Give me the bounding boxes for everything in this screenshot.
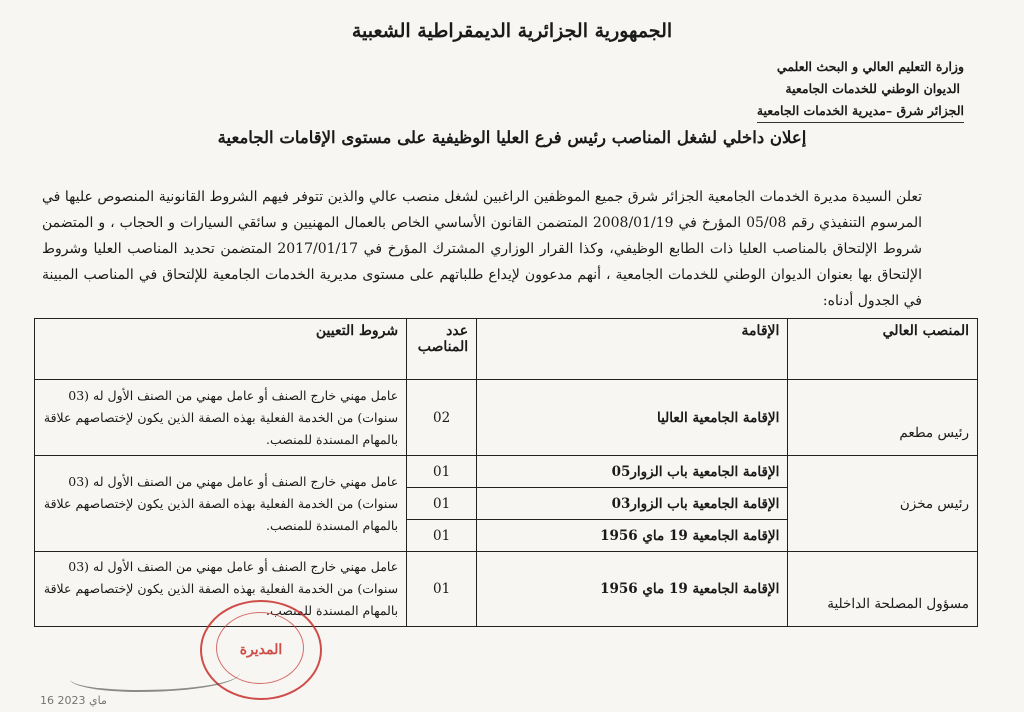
- residence-cell: الإقامة الجامعية العاليا: [477, 380, 788, 456]
- announcement-title: إعلان داخلي لشغل المناصب رئيس فرع العليا الوظيفية على مستوى الإقامات الجامعية: [217, 128, 807, 147]
- stamp-label: المديرة: [239, 642, 283, 658]
- table-header-row: [35, 319, 978, 380]
- header-count: عدد المناصب: [407, 319, 477, 380]
- conditions-cell: عامل مهني خارج الصنف أو عامل مهني من الصنف الأول له (03 سنوات) من الخدمة الفعلية بهذه الصفة الذين يكون لإختصاصهم علاقة بالمهام المسندة للمنصب.: [35, 380, 407, 456]
- count-cell: 01: [407, 520, 477, 552]
- institution-header: [757, 56, 964, 123]
- header-conditions: شروط التعيين: [35, 319, 407, 380]
- table-row: [35, 456, 978, 488]
- residence-cell: الإقامة الجامعية باب الزوار05: [477, 456, 788, 488]
- ministry-line: وزارة التعليم العالي و البحث العلمي: [776, 59, 964, 74]
- header-residence: الإقامة: [477, 319, 788, 380]
- office-line: الديوان الوطني للخدمات الجامعية: [785, 81, 960, 96]
- directorate-line: الجزائر شرق –مديرية الخدمات الجامعية: [757, 100, 964, 123]
- header-post: المنصب العالي: [788, 319, 978, 380]
- post-cell: مسؤول المصلحة الداخلية: [788, 552, 978, 627]
- post-cell: رئيس مخزن: [788, 456, 978, 552]
- residence-cell: الإقامة الجامعية 19 ماي 1956: [477, 552, 788, 627]
- announcement-body: [42, 184, 982, 314]
- date-stamp: 16 ماي 2023: [40, 694, 107, 707]
- table-row: [35, 552, 978, 627]
- count-cell: 02: [407, 380, 477, 456]
- conditions-cell: عامل مهني خارج الصنف أو عامل مهني من الصنف الأول له (03 سنوات) من الخدمة الفعلية بهذه الصفة الذين يكون لإختصاصهم علاقة بالمهام المسندة للمنصب.: [35, 456, 407, 552]
- handwritten-signature: [70, 660, 240, 692]
- residence-cell: الإقامة الجامعية 19 ماي 1956: [477, 520, 788, 552]
- republic-heading: الجمهورية الجزائرية الديمقراطية الشعبية: [351, 20, 673, 42]
- positions-table: [34, 318, 978, 627]
- count-cell: 01: [407, 488, 477, 520]
- table-row: [35, 380, 978, 456]
- count-cell: 01: [407, 552, 477, 627]
- announcement-paragraph: تعلن السيدة مديرة الخدمات الجامعية الجزائر شرق جميع الموظفين الراغبين لشغل منصب عالي والذين تتوفر فيهم الشروط القانونية المنصوص عليها في المرسوم التنفيذي رقم 05/08 المؤرخ في 2008/01/19 المتضمن القانون الأساسي الخاص بالعمال المهنيين و سائقي السيارات و الحجاب ، و المتضمن شروط الإلتحاق بالمناصب العليا ذات الطابع الوظيفي، وكذا القرار الوزاري المشترك المؤرخ في 2017/01/17 المتضمن تحديد المناصب العليا وشروط الإلتحاق بها بعنوان الديوان الوطني للخدمات الجامعية ، أنهم مدعوون لإيداع طلباتهم على مستوى مديرية الخدمات الجامعية للإلتحاق في المناصب المبينة في الجدول أدناه:: [42, 189, 922, 309]
- official-stamp: [200, 600, 322, 700]
- post-cell: رئيس مطعم: [788, 380, 978, 456]
- conditions-cell: عامل مهني خارج الصنف أو عامل مهني من الصنف الأول له (03 سنوات) من الخدمة الفعلية بهذه الصفة الذين يكون لإختصاصهم علاقة بالمهام المسندة للمنصب.: [35, 552, 407, 627]
- residence-cell: الإقامة الجامعية باب الزوار03: [477, 488, 788, 520]
- count-cell: 01: [407, 456, 477, 488]
